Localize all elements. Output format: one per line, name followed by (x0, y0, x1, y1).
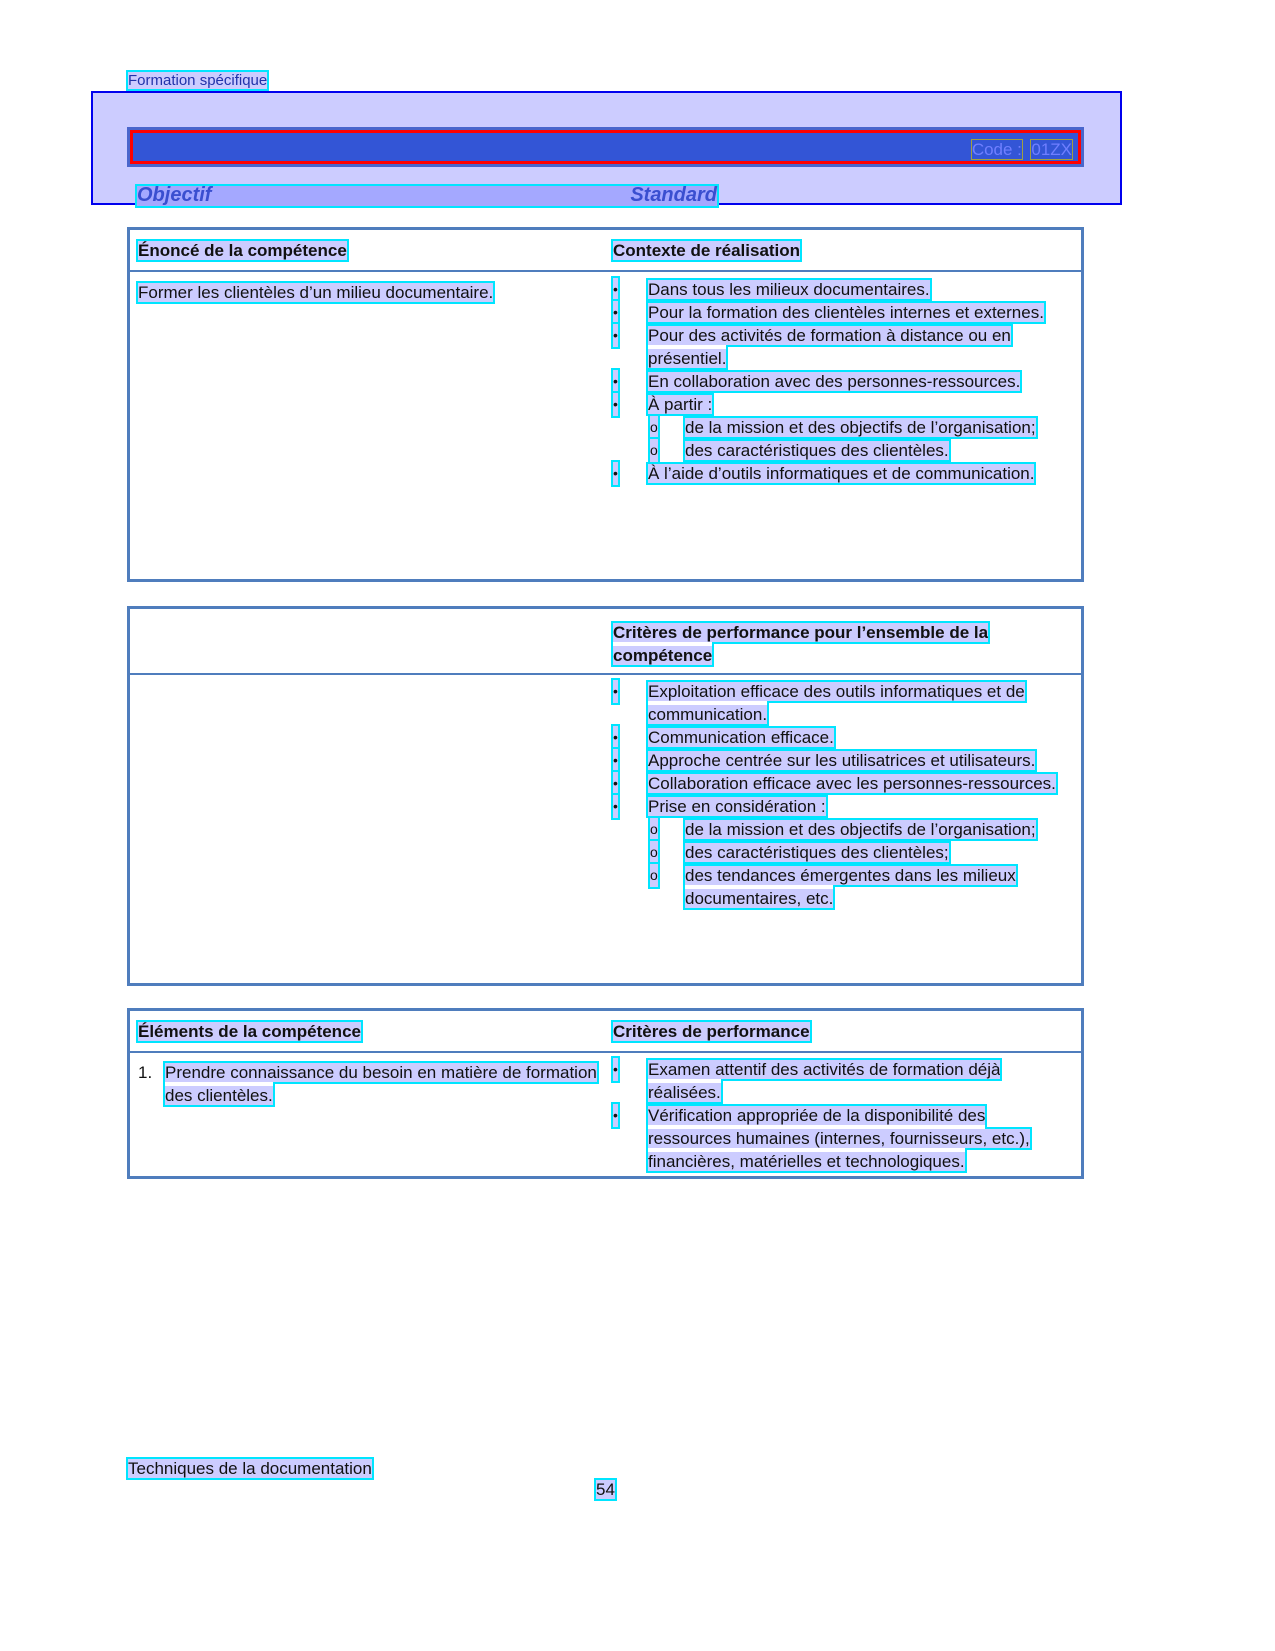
element-text: Prendre connaissance du besoin en matière de formation des clientèles. (165, 1063, 597, 1105)
list-item-text: des caractéristiques des clientèles. (685, 441, 949, 460)
list-item-text: Dans tous les milieux documentaires. (648, 280, 930, 299)
list-item (613, 795, 1073, 818)
page-number: 54 (596, 1480, 615, 1499)
bullet-icon: • (613, 301, 618, 324)
list-item-text: de la mission et des objectifs de l’organisation; (685, 820, 1036, 839)
list-item (613, 462, 1073, 485)
standard-label: Standard (630, 184, 717, 206)
criteria-list (613, 1058, 1073, 1173)
context-list (613, 278, 1073, 485)
list-item (613, 841, 1073, 864)
bullet-icon: • (613, 795, 618, 818)
circle-bullet-icon: o (650, 864, 658, 887)
list-item-text: Exploitation efficace des outils informatiques et de communication. (648, 682, 1025, 724)
bullet-icon: • (613, 462, 618, 485)
header-elements: Éléments de la compétence (138, 1022, 361, 1041)
list-item (613, 749, 1073, 772)
competency-element (138, 1061, 610, 1107)
list-item (613, 726, 1073, 749)
list-item (613, 278, 1073, 301)
bullet-icon: • (613, 680, 618, 703)
header-statement: Énoncé de la compétence (138, 241, 347, 260)
bullet-icon: • (613, 726, 618, 749)
table-header (130, 1011, 1081, 1053)
list-item-text: des tendances émergentes dans les milieux documentaires, etc. (685, 866, 1016, 908)
bullet-icon: • (613, 1104, 618, 1127)
list-item (613, 1058, 1073, 1104)
list-item-text: Vérification appropriée de la disponibilité des ressources humaines (internes, fournisseurs, etc.), financières, matérielles et technologiques. (648, 1106, 1030, 1171)
list-item-text: des caractéristiques des clientèles; (685, 843, 949, 862)
list-item-text: Prise en considération : (648, 797, 826, 816)
list-item (613, 416, 1073, 439)
bullet-icon: • (613, 1058, 618, 1081)
overall-criteria-list (613, 680, 1073, 910)
bullet-icon: • (613, 772, 618, 795)
statement-table (127, 227, 1084, 582)
list-item (613, 772, 1073, 795)
bullet-icon: • (613, 393, 618, 416)
list-item-text: Collaboration efficace avec les personnes-ressources. (648, 774, 1056, 793)
circle-bullet-icon: o (650, 416, 658, 439)
list-item (613, 1104, 1073, 1173)
bullet-icon: • (613, 370, 618, 393)
header-overall-criteria: Critères de performance pour l’ensemble de la compétence (613, 623, 989, 665)
list-item (613, 439, 1073, 462)
list-item-text: À partir : (648, 395, 713, 414)
bullet-icon: • (613, 749, 618, 772)
list-item (613, 818, 1073, 841)
competency-statement: Former les clientèles d’un milieu documentaire. (138, 283, 494, 302)
list-item (613, 680, 1073, 726)
list-item-text: Communication efficace. (648, 728, 834, 747)
table-header (130, 609, 1081, 675)
table-header (130, 230, 1081, 272)
list-item-text: Examen attentif des activités de formation déjà réalisées. (648, 1060, 1001, 1102)
list-item-text: En collaboration avec des personnes-ressources. (648, 372, 1021, 391)
list-item-text: Pour la formation des clientèles internes et externes. (648, 303, 1044, 322)
criteria-overall-table (127, 606, 1084, 986)
footer-program: Techniques de la documentation (128, 1459, 372, 1478)
bullet-icon: • (613, 324, 618, 347)
header-context: Contexte de réalisation (613, 241, 801, 260)
list-item (613, 324, 1073, 370)
list-item-text: Pour des activités de formation à distance ou en présentiel. (648, 326, 1011, 368)
objective-standard-row (137, 186, 717, 206)
element-number: 1. (138, 1063, 153, 1082)
list-item (613, 393, 1073, 416)
circle-bullet-icon: o (650, 439, 658, 462)
list-item-text: À l’aide d’outils informatiques et de communication. (648, 464, 1035, 483)
elements-table (127, 1008, 1084, 1179)
list-item (613, 864, 1073, 910)
header-criteria: Critères de performance (613, 1022, 810, 1041)
circle-bullet-icon: o (650, 841, 658, 864)
bullet-icon: • (613, 278, 618, 301)
objective-label: Objectif (137, 184, 212, 206)
list-item-text: de la mission et des objectifs de l’organisation; (685, 418, 1036, 437)
list-item-text: Approche centrée sur les utilisatrices et utilisateurs. (648, 751, 1036, 770)
list-item (613, 370, 1073, 393)
running-title: Formation spécifique (128, 72, 268, 89)
circle-bullet-icon: o (650, 818, 658, 841)
competency-code: Code : 01ZX (971, 140, 1072, 159)
list-item (613, 301, 1073, 324)
code-bar (127, 127, 1084, 167)
